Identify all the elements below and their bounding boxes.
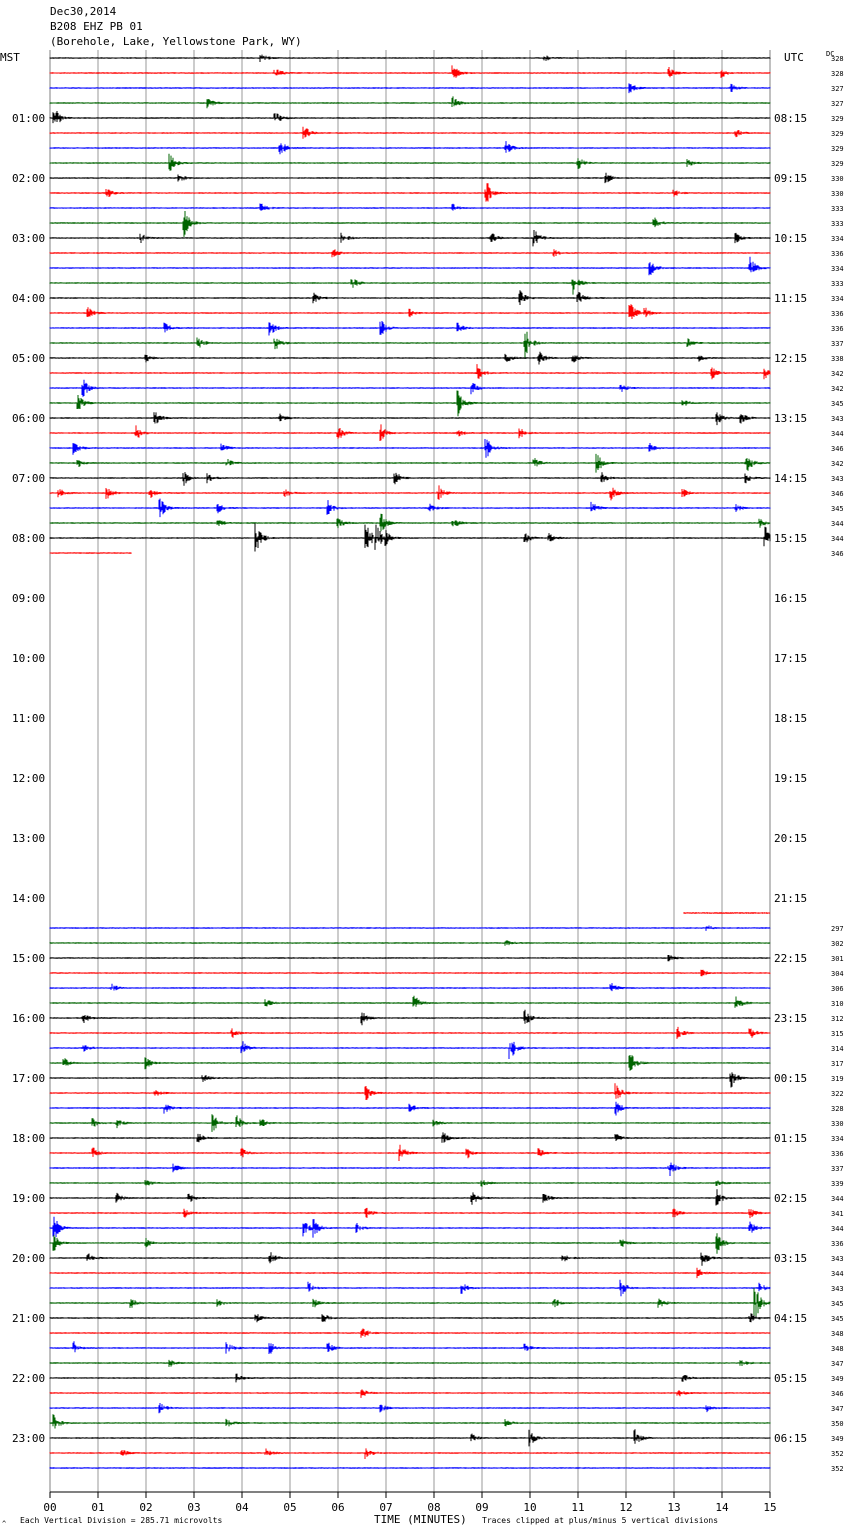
hour-label-left: 20:00 — [12, 1252, 46, 1265]
hour-label-right: 18:15 — [774, 712, 808, 725]
seismic-trace — [50, 391, 770, 417]
dc-value: 349 — [831, 1435, 844, 1443]
dc-value: 342 — [831, 385, 844, 393]
dc-value: 345 — [831, 400, 844, 408]
seismic-trace — [50, 304, 770, 319]
header-location: (Borehole, Lake, Yellowstone Park, WY) — [50, 35, 302, 48]
seismic-trace — [50, 290, 770, 305]
seismic-trace — [50, 173, 770, 183]
hour-label-left: 09:00 — [12, 592, 46, 605]
seismic-trace — [50, 1041, 770, 1059]
hour-label-left: 13:00 — [12, 832, 46, 845]
seismic-trace — [50, 1180, 770, 1187]
dc-value: 344 — [831, 1195, 844, 1203]
dc-value: 347 — [831, 1405, 844, 1413]
seismic-trace — [50, 1217, 770, 1238]
hour-label-left: 19:00 — [12, 1192, 46, 1205]
hour-label-right: 03:15 — [774, 1252, 808, 1265]
dc-value: 314 — [831, 1045, 844, 1053]
hour-label-left: 08:00 — [12, 532, 46, 545]
dc-value: 344 — [831, 1225, 844, 1233]
hour-label-right: 12:15 — [774, 352, 808, 365]
seismic-trace — [50, 1467, 770, 1469]
seismic-trace — [50, 65, 770, 78]
seismic-trace — [50, 321, 770, 336]
seismic-trace — [50, 183, 770, 201]
seismic-trace — [50, 1288, 770, 1318]
seismic-trace — [50, 499, 770, 517]
seismic-trace — [50, 1102, 770, 1116]
seismic-trace — [50, 1083, 770, 1100]
dc-value: 346 — [831, 550, 844, 558]
dc-value: 327 — [831, 85, 844, 93]
hour-label-right: 17:15 — [774, 652, 808, 665]
dc-value: 328 — [831, 70, 844, 78]
dc-value: 302 — [831, 940, 844, 948]
dc-value: 347 — [831, 1360, 844, 1368]
seismic-trace — [50, 380, 770, 397]
dc-value: 336 — [831, 1240, 844, 1248]
dc-value: 317 — [831, 1060, 844, 1068]
hour-label-right: 05:15 — [774, 1372, 808, 1385]
x-tick-label: 06 — [331, 1501, 345, 1514]
seismic-trace — [50, 454, 770, 473]
seismic-trace — [50, 127, 770, 139]
hour-label-right: 02:15 — [774, 1192, 808, 1205]
seismic-trace — [50, 211, 770, 237]
seismic-trace — [50, 249, 770, 257]
hour-label-right: 14:15 — [774, 472, 808, 485]
hour-label-right: 01:15 — [774, 1132, 808, 1145]
dc-value: 334 — [831, 1135, 844, 1143]
dc-value: 329 — [831, 160, 844, 168]
seismic-trace — [50, 1163, 770, 1176]
x-tick-label: 15 — [763, 1501, 777, 1514]
dc-value: 306 — [831, 985, 844, 993]
hour-label-right: 09:15 — [774, 172, 808, 185]
header-date: Dec30,2014 — [50, 5, 117, 18]
dc-value: 337 — [831, 1165, 844, 1173]
hour-label-left: 23:00 — [12, 1432, 46, 1445]
hour-label-left: 11:00 — [12, 712, 46, 725]
seismic-trace — [50, 1389, 770, 1398]
dc-value: 345 — [831, 1315, 844, 1323]
hour-label-left: 16:00 — [12, 1012, 46, 1025]
chart-grid — [50, 50, 770, 1492]
dc-value: 343 — [831, 1285, 844, 1293]
seismic-trace — [50, 111, 770, 123]
seismic-trace — [50, 1027, 770, 1039]
x-tick-label: 08 — [427, 1501, 441, 1514]
dc-value: 345 — [831, 505, 844, 513]
right-hour-labels — [774, 112, 807, 1445]
x-tick-label: 02 — [139, 1501, 153, 1514]
hour-label-left: 10:00 — [12, 652, 46, 665]
seismic-trace — [50, 424, 770, 441]
dc-value: 330 — [831, 1120, 844, 1128]
right-label-utc: UTC — [784, 51, 804, 64]
seismic-trace — [50, 1114, 770, 1132]
hour-label-right: 10:15 — [774, 232, 808, 245]
dc-label: DC — [826, 50, 835, 58]
footer-scale: Each Vertical Division = 285.71 microvolts — [20, 1516, 223, 1525]
seismic-trace — [50, 55, 770, 62]
x-tick-label: 04 — [235, 1501, 249, 1514]
dc-value: 315 — [831, 1030, 844, 1038]
dc-value: 304 — [831, 970, 844, 978]
seismic-trace — [50, 279, 770, 294]
dc-value: 297 — [831, 925, 844, 933]
seismic-trace — [50, 141, 770, 154]
hour-label-right: 08:15 — [774, 112, 808, 125]
dc-value: 329 — [831, 130, 844, 138]
dc-value: 348 — [831, 1330, 844, 1338]
dc-value: 333 — [831, 220, 844, 228]
seismic-trace — [50, 996, 770, 1008]
dc-value: 343 — [831, 1255, 844, 1263]
hour-label-right: 04:15 — [774, 1312, 808, 1325]
dc-value: 344 — [831, 520, 844, 528]
dc-value: 336 — [831, 1150, 844, 1158]
dc-value: 339 — [831, 1180, 844, 1188]
seismic-trace — [50, 1208, 770, 1218]
dc-value: 349 — [831, 1375, 844, 1383]
x-tick-label: 13 — [667, 1501, 681, 1514]
hour-label-right: 19:15 — [774, 772, 808, 785]
footer-clip-note: Traces clipped at plus/minus 5 vertical divisions — [482, 1516, 719, 1525]
seismic-trace — [50, 412, 770, 425]
dc-value: 343 — [831, 475, 844, 483]
seismic-trace — [50, 332, 770, 359]
dc-value: 322 — [831, 1090, 844, 1098]
x-tick-label: 11 — [571, 1501, 585, 1514]
seismic-trace — [50, 485, 770, 500]
dc-value: 352 — [831, 1450, 844, 1458]
seismic-trace — [50, 1313, 770, 1322]
seismic-trace — [50, 1010, 770, 1025]
dc-value: 336 — [831, 310, 844, 318]
dc-value: 319 — [831, 1075, 844, 1083]
hour-label-right: 15:15 — [774, 532, 808, 545]
hour-label-left: 22:00 — [12, 1372, 46, 1385]
seismic-trace — [684, 912, 770, 914]
dc-value: 337 — [831, 340, 844, 348]
x-axis-label: TIME (MINUTES) — [374, 1513, 467, 1526]
seismic-trace — [50, 970, 770, 976]
hour-label-left: 02:00 — [12, 172, 46, 185]
seismic-trace — [50, 1429, 770, 1446]
dc-value: 327 — [831, 100, 844, 108]
dc-value: 344 — [831, 430, 844, 438]
seismic-trace — [50, 439, 770, 458]
hour-label-left: 04:00 — [12, 292, 46, 305]
dc-value: 346 — [831, 1390, 844, 1398]
seismic-trace — [50, 514, 770, 532]
seismic-trace — [50, 552, 132, 554]
dc-value: 343 — [831, 415, 844, 423]
seismic-trace — [50, 1414, 770, 1428]
seismic-trace — [50, 1189, 770, 1205]
hour-label-left: 07:00 — [12, 472, 46, 485]
seismic-trace — [50, 1072, 770, 1087]
hour-label-left: 06:00 — [12, 412, 46, 425]
hour-label-left: 15:00 — [12, 952, 46, 965]
hour-label-right: 21:15 — [774, 892, 808, 905]
dc-value: 341 — [831, 1210, 844, 1218]
seismic-trace — [50, 96, 770, 108]
dc-value: 338 — [831, 355, 844, 363]
dc-value: 333 — [831, 280, 844, 288]
seismic-trace — [50, 1233, 770, 1254]
seismic-trace — [50, 204, 770, 211]
hour-label-left: 12:00 — [12, 772, 46, 785]
x-tick-label: 03 — [187, 1501, 201, 1514]
seismic-trace — [50, 1268, 770, 1278]
hour-label-left: 17:00 — [12, 1072, 46, 1085]
hour-label-left: 01:00 — [12, 112, 46, 125]
dc-value: 346 — [831, 445, 844, 453]
seismic-trace — [50, 940, 770, 946]
dc-value: 334 — [831, 235, 844, 243]
dc-value: 301 — [831, 955, 844, 963]
hour-label-right: 13:15 — [774, 412, 808, 425]
dc-value: 328 — [831, 55, 844, 63]
seismic-trace — [50, 352, 770, 365]
corner-mark: ^ — [2, 1520, 7, 1528]
x-tick-label: 05 — [283, 1501, 297, 1514]
seismic-trace — [50, 1280, 770, 1297]
dc-value: 344 — [831, 1270, 844, 1278]
seismic-trace — [50, 1403, 770, 1413]
dc-value: 350 — [831, 1420, 844, 1428]
seismic-trace — [50, 230, 770, 246]
seismic-trace — [50, 955, 770, 961]
seismic-trace — [50, 1132, 770, 1142]
dc-value: 330 — [831, 190, 844, 198]
seismic-trace — [50, 1360, 770, 1367]
x-tick-label: 14 — [715, 1501, 729, 1514]
dc-value: 334 — [831, 265, 844, 273]
dc-value: 330 — [831, 175, 844, 183]
dc-value: 333 — [831, 205, 844, 213]
dc-value: 328 — [831, 1105, 844, 1113]
x-tick-label: 12 — [619, 1501, 633, 1514]
dc-value: 336 — [831, 325, 844, 333]
dc-value: 344 — [831, 535, 844, 543]
seismic-trace — [50, 926, 770, 931]
seismic-trace — [50, 1329, 770, 1338]
hour-label-left: 21:00 — [12, 1312, 46, 1325]
dc-value: 342 — [831, 460, 844, 468]
hour-label-left: 18:00 — [12, 1132, 46, 1145]
seismic-trace — [50, 1145, 770, 1161]
dc-value: 342 — [831, 370, 844, 378]
seismic-trace — [50, 154, 770, 171]
hour-label-right: 23:15 — [774, 1012, 808, 1025]
x-tick-label: 07 — [379, 1501, 393, 1514]
dc-value: 312 — [831, 1015, 844, 1023]
seismic-trace — [50, 83, 770, 93]
x-axis-ticks — [43, 1492, 776, 1514]
dc-value: 310 — [831, 1000, 844, 1008]
dc-values — [831, 55, 844, 1473]
seismic-trace — [50, 257, 770, 276]
seismic-trace — [50, 1374, 770, 1383]
x-tick-label: 00 — [43, 1501, 57, 1514]
seismic-trace — [50, 472, 770, 486]
dc-value: 345 — [831, 1300, 844, 1308]
x-tick-label: 01 — [91, 1501, 105, 1514]
hour-label-right: 06:15 — [774, 1432, 808, 1445]
seismic-trace — [50, 1448, 770, 1459]
hour-label-right: 11:15 — [774, 292, 808, 305]
hour-label-right: 22:15 — [774, 952, 808, 965]
hour-label-right: 00:15 — [774, 1072, 808, 1085]
seismic-trace — [50, 983, 770, 991]
hour-label-left: 05:00 — [12, 352, 46, 365]
left-hour-labels — [12, 112, 45, 1445]
dc-value: 329 — [831, 145, 844, 153]
dc-value: 346 — [831, 490, 844, 498]
seismic-trace — [50, 1252, 770, 1266]
x-tick-label: 10 — [523, 1501, 537, 1514]
left-label-mst: MST — [0, 51, 20, 64]
hour-label-left: 14:00 — [12, 892, 46, 905]
dc-value: 329 — [831, 115, 844, 123]
x-tick-label: 09 — [475, 1501, 489, 1514]
seismic-trace — [50, 1055, 770, 1071]
dc-value: 348 — [831, 1345, 844, 1353]
seismic-trace — [50, 523, 770, 551]
header-station: B208 EHZ PB 01 — [50, 20, 143, 33]
dc-value: 334 — [831, 295, 844, 303]
hour-label-right: 16:15 — [774, 592, 808, 605]
trace-group — [50, 55, 770, 1469]
dc-value: 336 — [831, 250, 844, 258]
seismic-trace — [50, 364, 770, 379]
dc-value: 352 — [831, 1465, 844, 1473]
hour-label-right: 20:15 — [774, 832, 808, 845]
seismic-trace — [50, 1341, 770, 1354]
hour-label-left: 03:00 — [12, 232, 46, 245]
